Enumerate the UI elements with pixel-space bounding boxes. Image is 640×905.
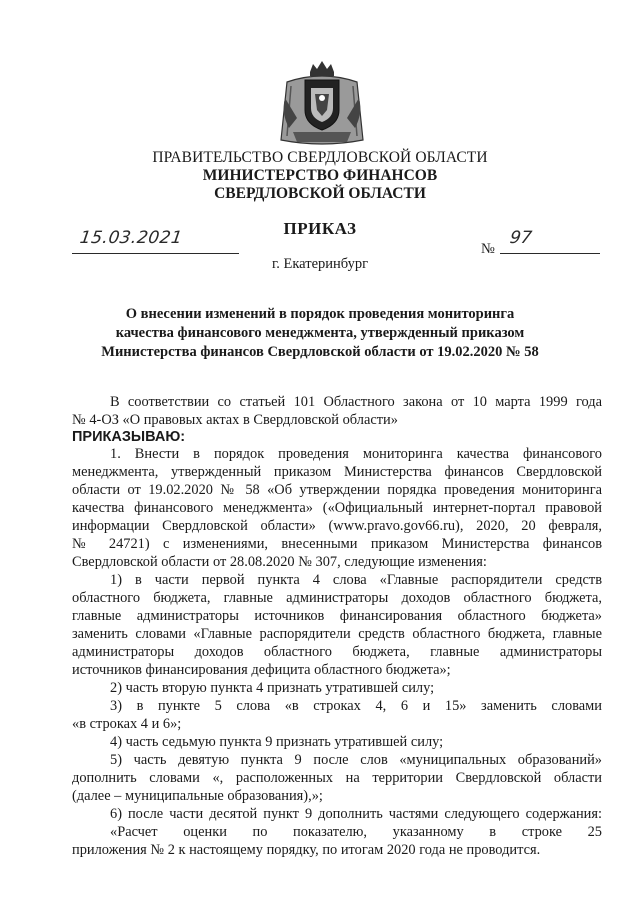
body-line: 1. Внести в порядок проведения мониторинга качества финансового <box>110 446 602 462</box>
org-line-1: ПРАВИТЕЛЬСТВО СВЕРДЛОВСКОЙ ОБЛАСТИ <box>152 149 488 166</box>
body-line: В соответствии со статьей 101 Областного закона от 10 марта 1999 года <box>110 394 602 410</box>
body-line: информации Свердловской области» (www.pravo.gov66.ru), 2020, 20 февраля, <box>72 518 602 534</box>
body-line: 3) в пункте 5 слова «в строках 4, 6 и 15» заменить словами <box>110 698 602 714</box>
body-line: области от 19.02.2020 № 58 «Об утверждении порядка проведения мониторинга <box>72 482 602 498</box>
date-field <box>72 228 239 258</box>
body-line: заменить словами «Главные распорядители средств областного бюджета, главные <box>72 626 602 642</box>
body-line: «Расчет оценки по показателю, указанному в строке 25 <box>110 824 602 840</box>
body-line: 5) часть девятую пункта 9 после слов «муниципальных образований» <box>110 752 602 768</box>
handwritten-number: 97 <box>508 228 534 248</box>
body-line: менеджмента, утвержденный приказом Министерства финансов Свердловской <box>72 464 602 480</box>
title-line-1: О внесении изменений в порядок проведения мониторинга <box>125 306 515 322</box>
body-line: областного бюджета, главные администраторы доходов областного бюджета, <box>72 590 602 606</box>
body-line: качества финансового менеджмента» («Официальный интернет-портал правовой <box>72 500 602 516</box>
number-underline <box>500 253 600 254</box>
body-line: № 24721) с изменениями, внесенными приказом Министерства финансов <box>72 536 602 552</box>
body-line: дополнить словами «, расположенных на территории Свердловской области <box>72 770 602 786</box>
number-sign: № <box>481 241 495 257</box>
org-line-2: МИНИСТЕРСТВО ФИНАНСОВ <box>202 167 438 184</box>
body-line: 1) в части первой пункта 4 слова «Главные распорядители средств <box>110 572 602 588</box>
handwritten-date: 15.03.2021 <box>78 228 184 248</box>
body-line: приложения № 2 к настоящему порядку, по итогам 2020 года не проводится. <box>72 842 541 858</box>
city: г. Екатеринбург <box>271 256 369 272</box>
coat-of-arms-emblem <box>277 58 367 148</box>
body-line: главные администраторы источников финансирования областного бюджета» <box>72 608 602 624</box>
body-line: № 4-ОЗ «О правовых актах в Свердловской области» <box>72 412 398 428</box>
number-field <box>500 228 600 258</box>
title-line-2: качества финансового менеджмента, утвержденный приказом <box>115 325 525 341</box>
document-type: ПРИКАЗ <box>283 219 357 238</box>
title-line-3: Министерства финансов Свердловской области от 19.02.2020 № 58 <box>101 344 539 360</box>
body-line: администраторы доходов областного бюджета, главные администраторы <box>72 644 602 660</box>
body-line: Свердловской области от 28.08.2020 № 307, следующие изменения: <box>72 554 487 570</box>
body-line: 6) после части десятой пункт 9 дополнить частями следующего содержания: <box>110 806 602 822</box>
body-line: (далее – муниципальные образования),»; <box>72 788 323 804</box>
body-line: 4) часть седьмую пункта 9 признать утратившей силу; <box>110 734 444 750</box>
body-line: источников финансирования дефицита областного бюджета»; <box>72 662 451 678</box>
order-keyword: ПРИКАЗЫВАЮ: <box>72 429 186 445</box>
body-line: 2) часть вторую пункта 4 признать утратившей силу; <box>110 680 435 696</box>
org-line-3: СВЕРДЛОВСКОЙ ОБЛАСТИ <box>214 185 426 202</box>
body-line: «в строках 4 и 6»; <box>72 716 182 732</box>
date-underline <box>72 253 239 254</box>
